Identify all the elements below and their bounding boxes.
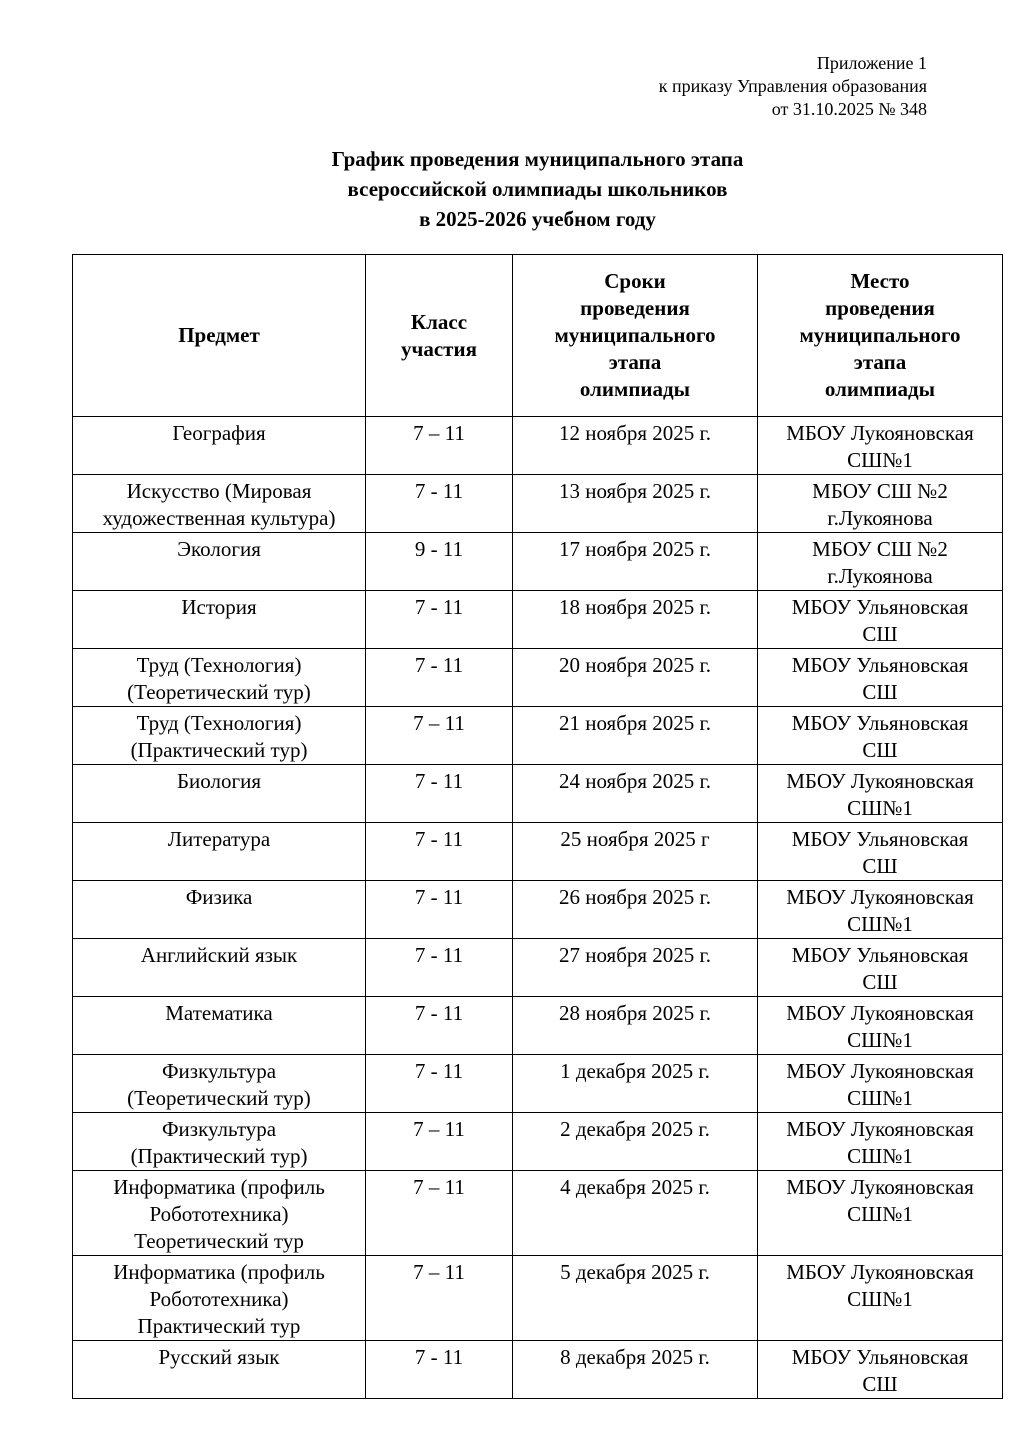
cell-date: 27 ноября 2025 г.: [513, 939, 758, 997]
cell-place: МБОУ Лукояновская СШ№1: [758, 1113, 1003, 1171]
header-place: Место проведения муниципального этапа олимпиады: [758, 255, 1003, 417]
table-row: [73, 823, 1003, 881]
cell-subject: Физкультура (Теоретический тур): [73, 1055, 366, 1113]
cell-grade: 7 - 11: [366, 823, 513, 881]
cell-grade: 7 - 11: [366, 881, 513, 939]
title-line: График проведения муниципального этапа: [331, 147, 744, 171]
table-row: [73, 1055, 1003, 1113]
cell-date: 20 ноября 2025 г.: [513, 649, 758, 707]
cell-place: МБОУ Лукояновская СШ№1: [758, 417, 1003, 475]
cell-grade: 7 - 11: [366, 997, 513, 1055]
cell-date: 18 ноября 2025 г.: [513, 591, 758, 649]
document-title: [0, 144, 1024, 234]
table-row: [73, 1256, 1003, 1341]
cell-place: МБОУ Лукояновская СШ№1: [758, 1055, 1003, 1113]
cell-date: 24 ноября 2025 г.: [513, 765, 758, 823]
title-line: в 2025-2026 учебном году: [419, 207, 656, 231]
cell-date: 1 декабря 2025 г.: [513, 1055, 758, 1113]
cell-grade: 7 - 11: [366, 475, 513, 533]
cell-date: 2 декабря 2025 г.: [513, 1113, 758, 1171]
cell-date: 17 ноября 2025 г.: [513, 533, 758, 591]
cell-place: МБОУ Лукояновская СШ№1: [758, 997, 1003, 1055]
cell-place: МБОУ Ульяновская СШ: [758, 939, 1003, 997]
cell-subject: Английский язык: [73, 939, 366, 997]
table-row: [73, 475, 1003, 533]
cell-grade: 7 - 11: [366, 649, 513, 707]
cell-subject: Труд (Технология) (Практический тур): [73, 707, 366, 765]
cell-grade: 7 – 11: [366, 707, 513, 765]
cell-place: МБОУ Лукояновская СШ№1: [758, 1256, 1003, 1341]
cell-subject: Информатика (профиль Робототехника) Теоретический тур: [73, 1171, 366, 1256]
cell-subject: Труд (Технология) (Теоретический тур): [73, 649, 366, 707]
cell-subject: Русский язык: [73, 1341, 366, 1399]
cell-place: МБОУ СШ №2 г.Лукоянова: [758, 533, 1003, 591]
cell-grade: 7 - 11: [366, 1341, 513, 1399]
cell-subject: Экология: [73, 533, 366, 591]
cell-place: МБОУ Ульяновская СШ: [758, 591, 1003, 649]
cell-place: МБОУ Ульяновская СШ: [758, 1341, 1003, 1399]
cell-date: 5 декабря 2025 г.: [513, 1256, 758, 1341]
cell-subject: География: [73, 417, 366, 475]
cell-grade: 9 - 11: [366, 533, 513, 591]
cell-grade: 7 – 11: [366, 1171, 513, 1256]
cell-place: МБОУ Ульяновская СШ: [758, 707, 1003, 765]
cell-subject: Информатика (профиль Робототехника) Практический тур: [73, 1256, 366, 1341]
table-row: [73, 417, 1003, 475]
cell-place: МБОУ Ульяновская СШ: [758, 649, 1003, 707]
appendix-line: Приложение 1: [816, 53, 927, 73]
cell-grade: 7 – 11: [366, 1256, 513, 1341]
appendix-note: [659, 52, 927, 121]
cell-place: МБОУ Ульяновская СШ: [758, 823, 1003, 881]
cell-date: 4 декабря 2025 г.: [513, 1171, 758, 1256]
cell-date: 26 ноября 2025 г.: [513, 881, 758, 939]
cell-place: МБОУ СШ №2 г.Лукоянова: [758, 475, 1003, 533]
table-row: [73, 649, 1003, 707]
table-row: [73, 997, 1003, 1055]
table-row: [73, 765, 1003, 823]
header-grade: Класс участия: [366, 255, 513, 417]
cell-subject: Биология: [73, 765, 366, 823]
cell-subject: Искусство (Мировая художественная культура): [73, 475, 366, 533]
table-row: [73, 1341, 1003, 1399]
cell-place: МБОУ Лукояновская СШ№1: [758, 765, 1003, 823]
cell-place: МБОУ Лукояновская СШ№1: [758, 881, 1003, 939]
cell-subject: Математика: [73, 997, 366, 1055]
cell-grade: 7 - 11: [366, 591, 513, 649]
cell-grade: 7 – 11: [366, 1113, 513, 1171]
header-subject: Предмет: [73, 255, 366, 417]
cell-grade: 7 - 11: [366, 939, 513, 997]
cell-date: 21 ноября 2025 г.: [513, 707, 758, 765]
cell-date: 28 ноября 2025 г.: [513, 997, 758, 1055]
table-header-row: [73, 255, 1003, 417]
appendix-line: к приказу Управления образования: [658, 76, 927, 96]
cell-grade: 7 - 11: [366, 765, 513, 823]
cell-subject: Физика: [73, 881, 366, 939]
table-row: [73, 881, 1003, 939]
cell-place: МБОУ Лукояновская СШ№1: [758, 1171, 1003, 1256]
cell-subject: История: [73, 591, 366, 649]
table-row: [73, 939, 1003, 997]
header-dates: Сроки проведения муниципального этапа олимпиады: [513, 255, 758, 417]
cell-date: 12 ноября 2025 г.: [513, 417, 758, 475]
cell-date: 8 декабря 2025 г.: [513, 1341, 758, 1399]
cell-grade: 7 - 11: [366, 1055, 513, 1113]
cell-subject: Физкультура (Практический тур): [73, 1113, 366, 1171]
cell-date: 13 ноября 2025 г.: [513, 475, 758, 533]
cell-grade: 7 – 11: [366, 417, 513, 475]
cell-subject: Литература: [73, 823, 366, 881]
cell-date: 25 ноября 2025 г: [513, 823, 758, 881]
table-row: [73, 1171, 1003, 1256]
title-line: всероссийской олимпиады школьников: [347, 177, 728, 201]
table-row: [73, 533, 1003, 591]
table-row: [73, 707, 1003, 765]
olympiad-schedule-table: [72, 254, 1003, 1399]
table-row: [73, 591, 1003, 649]
appendix-line: от 31.10.2025 № 348: [771, 99, 927, 119]
table-row: [73, 1113, 1003, 1171]
